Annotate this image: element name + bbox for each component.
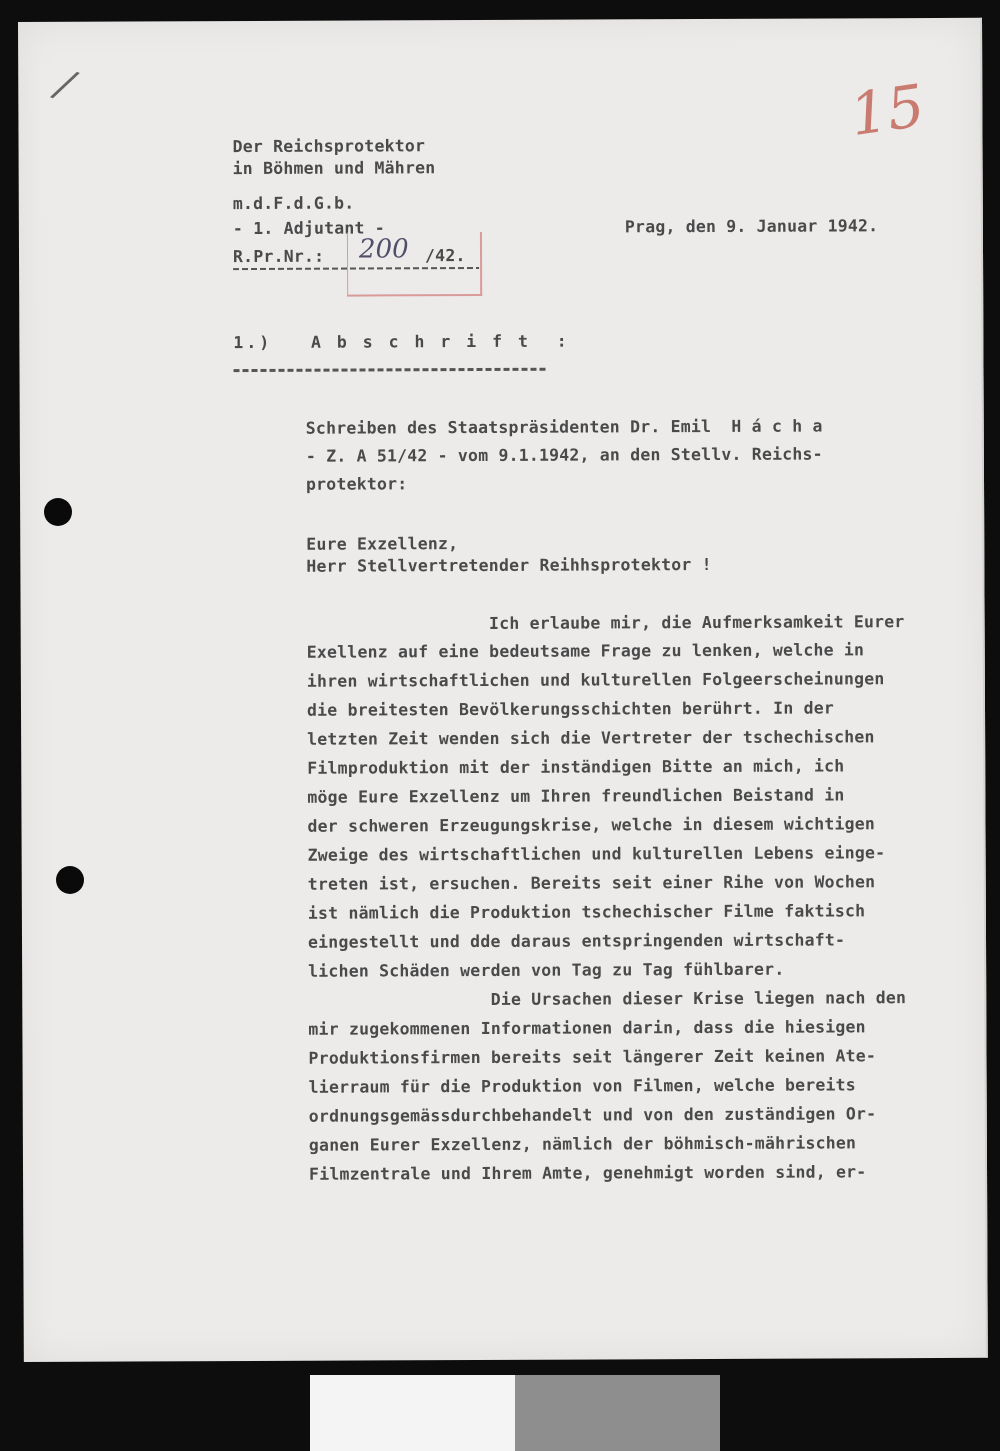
- punch-hole-top: [44, 498, 72, 526]
- paragraph-1-line: ist nämlich die Produktion tschechischer Filme faktisch: [307, 901, 866, 923]
- salutation-line-2: Herr Stellvertretender Reihhsprotektor !: [306, 554, 712, 576]
- paragraph-2-line: Die Ursachen dieser Krise liegen nach den: [308, 988, 907, 1010]
- handwritten-page-number: 15: [845, 71, 929, 150]
- paragraph-2-line: Filmzentrale und Ihrem Amte, genehmigt worden sind, er-: [308, 1162, 867, 1184]
- paragraph-1-line: Exellenz auf eine bedeutsame Frage zu lenken, welche in: [306, 640, 865, 662]
- paragraph-1-line: möge Eure Exzellenz um Ihren freundlichen Beistand in: [307, 785, 845, 807]
- intro-line-1: Schreiben des Staatspräsidenten Dr. Emil H á c h a: [305, 416, 823, 438]
- paragraph-1-line: treten ist, ersuchen. Bereits seit einer Rihe von Wochen: [307, 872, 876, 894]
- paragraph-1-line: der schweren Erzeugungskrise, welche in diesem wichtigen: [307, 814, 876, 836]
- section-heading: 1.) A b s c h r i f t :: [233, 331, 570, 353]
- paragraph-1-line: Zweige des wirtschaftlichen und kulturellen Lebens einge-: [307, 843, 886, 865]
- intro-line-2: - Z. A 51/42 - vom 9.1.1942, an den Stellv. Reichs-: [305, 444, 823, 466]
- reference-prefix: R.Pr.Nr.:: [232, 246, 325, 267]
- intro-line-3: protektor:: [305, 474, 408, 494]
- paragraph-1-line: letzten Zeit wenden sich die Vertreter der tschechischen: [307, 727, 875, 749]
- paragraph-1-line: die breitesten Bevölkerungsschichten berührt. In der: [306, 698, 835, 720]
- paragraph-2-line: ganen Eurer Exzellenz, nämlich der böhmisch-mährischen: [308, 1133, 857, 1155]
- paragraph-1-line: lichen Schäden werden von Tag zu Tag fühlbarer.: [308, 959, 785, 981]
- section-heading-underline: [234, 368, 546, 372]
- paragraph-2-line: Produktionsfirmen bereits seit längerer Zeit keinen Ate-: [308, 1046, 877, 1068]
- scanner-reference-strip: [310, 1375, 720, 1451]
- paragraph-1-line: Filmproduktion mit der inständigen Bitte an mich, ich: [307, 756, 845, 778]
- paragraph-2-line: ordnungsgemässdurchbehandelt und von den zuständigen Or-: [308, 1104, 877, 1126]
- salutation-line-1: Eure Exzellenz,: [306, 534, 459, 554]
- paragraph-2-line: mir zugekommenen Informationen darin, dass die hiesigen: [308, 1017, 866, 1039]
- paragraph-1-line: eingestellt und dde daraus entspringenden wirtschaft-: [307, 930, 846, 952]
- paper-sheet: [18, 18, 988, 1362]
- red-reference-stamp-box: [347, 232, 482, 297]
- letterhead-line-2: in Böhmen und Mähren: [232, 158, 436, 179]
- reference-suffix: /42.: [424, 246, 466, 266]
- date-line: Prag, den 9. Januar 1942.: [624, 216, 879, 237]
- letterhead-line-3: m.d.F.d.G.b.: [232, 193, 355, 214]
- punch-hole-bottom: [56, 866, 84, 894]
- letterhead-line-1: Der Reichsprotektor: [232, 136, 426, 157]
- letterhead-line-4: - 1. Adjutant -: [232, 218, 385, 239]
- paragraph-1-line: Ich erlaube mir, die Aufmerksamkeit Eurer: [306, 612, 905, 634]
- paragraph-2-line: lierraum für die Produktion von Filmen, welche bereits: [308, 1075, 856, 1097]
- handwritten-tick-mark: /: [50, 60, 80, 109]
- reference-handwritten-number: 200: [358, 234, 409, 265]
- paragraph-1-line: ihren wirtschaftlichen und kulturellen Folgeerscheinungen: [306, 669, 885, 691]
